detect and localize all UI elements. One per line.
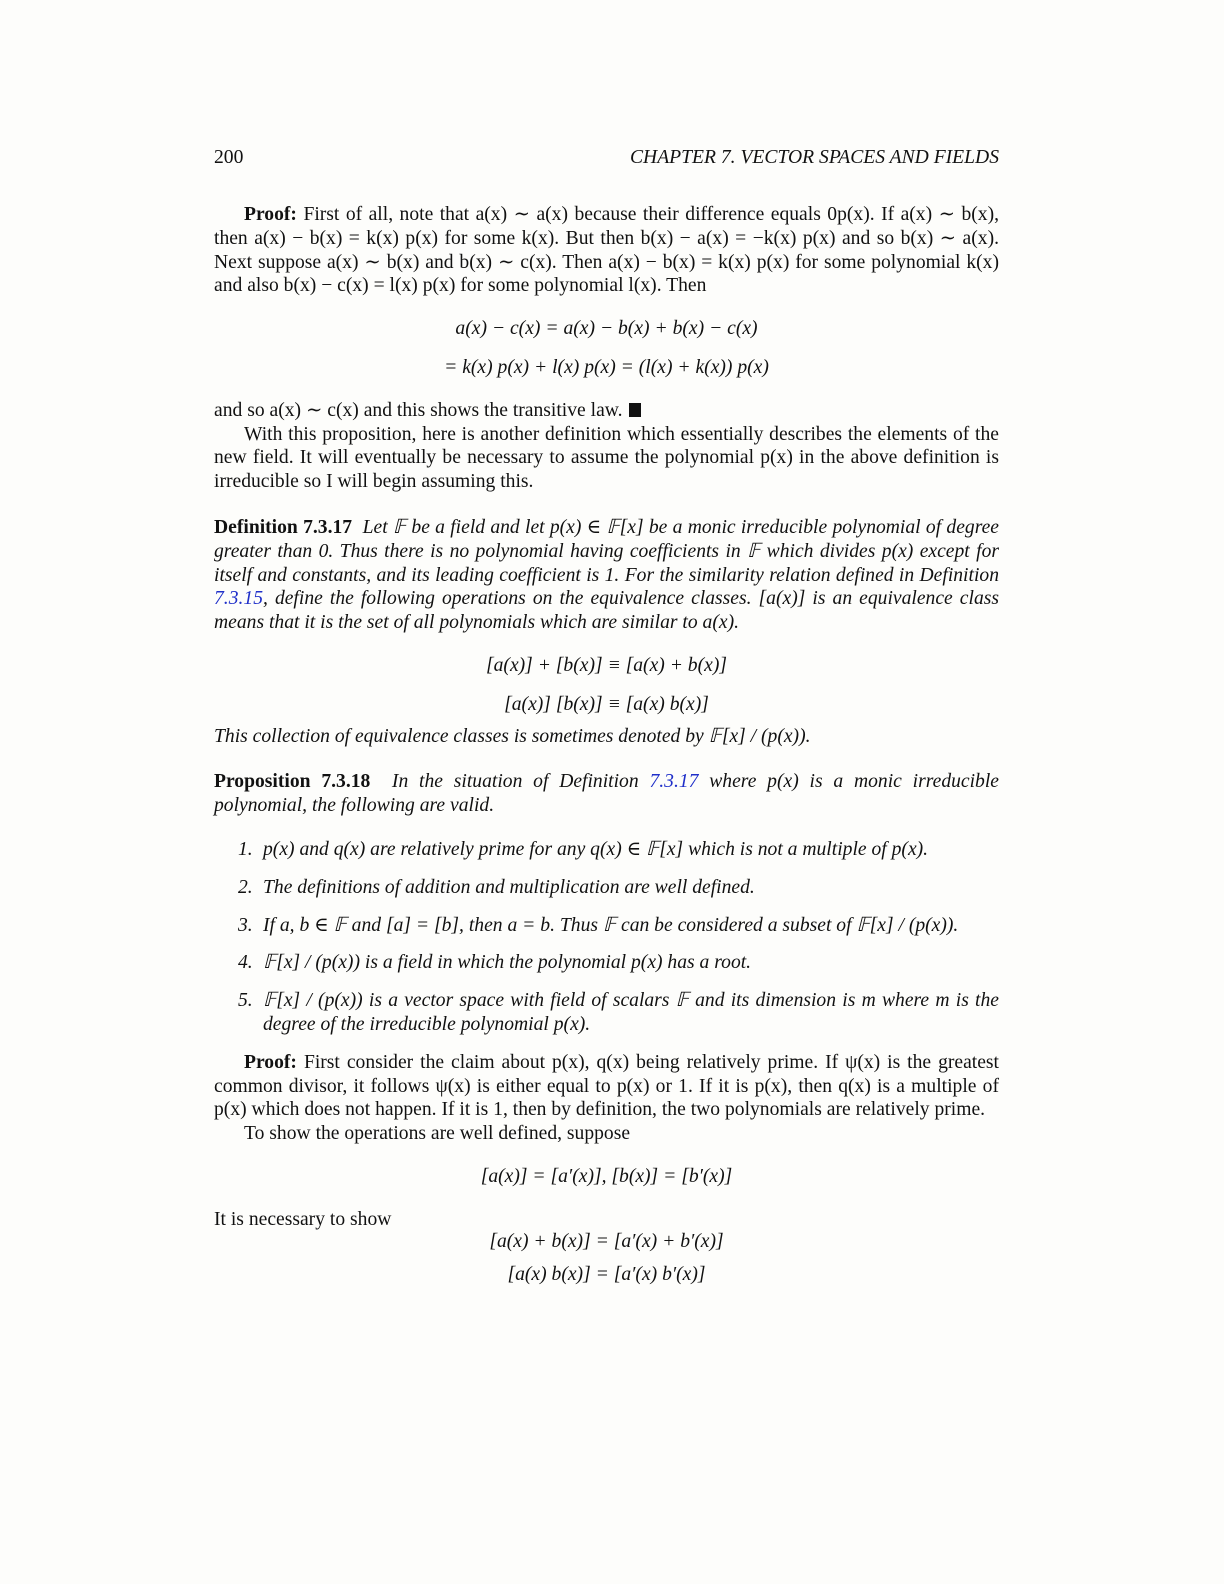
definition-equation-mult: [a(x)] [b(x)] ≡ [a(x) b(x)] (504, 693, 709, 715)
list-text: 𝔽[x] / (p(x)) is a field in which the polynomial p(x) has a root. (263, 952, 752, 974)
running-header (214, 146, 999, 170)
proof2-equation-2: [a(x) + b(x)] = [a′(x) + b′(x)] (489, 1230, 724, 1252)
list-text: 𝔽[x] / (p(x)) is a vector space with field of scalars 𝔽 and its dimension is m where m is the degree of the irreducible polynomial p(x). (263, 990, 999, 1035)
list-item (214, 876, 999, 900)
definition-equation-add: [a(x)] + [b(x)] ≡ [a(x) + b(x)] (486, 654, 727, 676)
proof2-equation-3: [a(x) b(x)] = [a′(x) b′(x)] (507, 1264, 706, 1286)
definition-block (214, 516, 999, 748)
proof2-para2: To show the operations are well defined, suppose (244, 1123, 631, 1145)
proof-conclusion-text: and so a(x) ∼ c(x) and this shows the transitive law. (214, 399, 623, 421)
proposition-body-2: where p(x) is a monic irreducible polynomial, the following are valid. (214, 771, 999, 817)
equation-line-2: = k(x) p(x) + l(x) p(x) = (l(x) + k(x)) p(x) (444, 356, 769, 378)
proof2-label: Proof: (244, 1051, 297, 1073)
definition-link-7-3-15[interactable]: 7.3.15 (214, 588, 263, 610)
proof2-equation-1: [a(x)] = [a′(x)], [b(x)] = [b′(x)] (480, 1165, 733, 1187)
definition-body-1: Let 𝔽 be a field and let p(x) ∈ 𝔽[x] be a monic irreducible polynomial of degree greater than 0. Thus there is no polynomial having coefficients in 𝔽 which divides p(x) except for itself and constants, and its leading coefficient is 1. For the similarity relation defined in Definition (214, 516, 999, 586)
proposition-block (214, 770, 999, 1036)
proposition-text (214, 770, 999, 818)
list-text: p(x) and q(x) are relatively prime for any q(x) ∈ 𝔽[x] which is not a multiple of p(x). (263, 838, 929, 860)
proposition-body-1: In the situation of Definition (391, 771, 650, 793)
definition-closing: This collection of equivalence classes is sometimes denoted by 𝔽[x] / (p(x)). (214, 725, 811, 747)
definition-label: Definition 7.3.17 (214, 516, 353, 538)
definition-text (214, 516, 999, 635)
proof2-text: First consider the claim about p(x), q(x) being relatively prime. If ψ(x) is the greatest common divisor, it follows ψ(x) is either equal to p(x) or 1. If it is p(x), then q(x) is a multiple of p(x) which does not happen. If it is 1, then by definition, the two polynomials are relatively prime. (214, 1051, 999, 1121)
list-text: The definitions of addition and multiplication are well defined. (263, 876, 755, 898)
list-number: 4. (238, 952, 253, 974)
list-number: 5. (238, 990, 253, 1012)
qed-square-icon (629, 403, 641, 417)
list-item (214, 838, 999, 862)
proposition-link-7-3-17[interactable]: 7.3.17 (649, 771, 699, 793)
list-text: If a, b ∈ 𝔽 and [a] = [b], then a = b. Thus 𝔽 can be considered a subset of 𝔽[x] / (p(x)). (263, 914, 959, 936)
list-item (214, 914, 999, 938)
transition-paragraph: With this proposition, here is another definition which essentially describes the elements of the new field. It will eventually be necessary to assume the polynomial p(x) in the above definition is irreducible so I will begin assuming this. (214, 423, 999, 493)
proof2-paragraph (214, 1051, 999, 1122)
list-number: 1. (238, 838, 253, 860)
equation-line-1: a(x) − c(x) = a(x) − b(x) + b(x) − c(x) (455, 318, 758, 340)
necessary-text: It is necessary to show (214, 1208, 392, 1230)
proof-paragraph (214, 203, 999, 298)
list-item (214, 951, 999, 975)
proposition-label: Proposition 7.3.18 (214, 771, 371, 793)
definition-body-2: , define the following operations on the equivalence classes. [a(x)] is an equivalence class means that it is the set of all polynomials which are similar to a(x). (214, 588, 999, 634)
proof-label: Proof: (244, 204, 297, 225)
list-number: 2. (238, 876, 253, 898)
proposition-list (214, 838, 999, 1037)
list-number: 3. (238, 914, 253, 936)
page (214, 146, 999, 1287)
proof2-block (214, 1051, 999, 1287)
chapter-title: CHAPTER 7. VECTOR SPACES AND FIELDS (629, 147, 999, 168)
proof-text: First of all, note that a(x) ∼ a(x) because their difference equals 0p(x). If a(x) ∼ b(x), then a(x) − b(x) = k(x) p(x) for some k(x). But then b(x) − a(x) = −k(x) p(x) and so b(x) ∼ a(x). Next suppose a(x) ∼ b(x) and b(x) ∼ c(x). Then a(x) − b(x) = k(x) p(x) for some polynomial k(x) and also b(x) − c(x) = l(x) p(x) for some polynomial l(x). Then (214, 204, 1000, 297)
list-item (214, 989, 999, 1037)
page-number: 200 (214, 147, 244, 168)
proof-conclusion (214, 399, 999, 423)
